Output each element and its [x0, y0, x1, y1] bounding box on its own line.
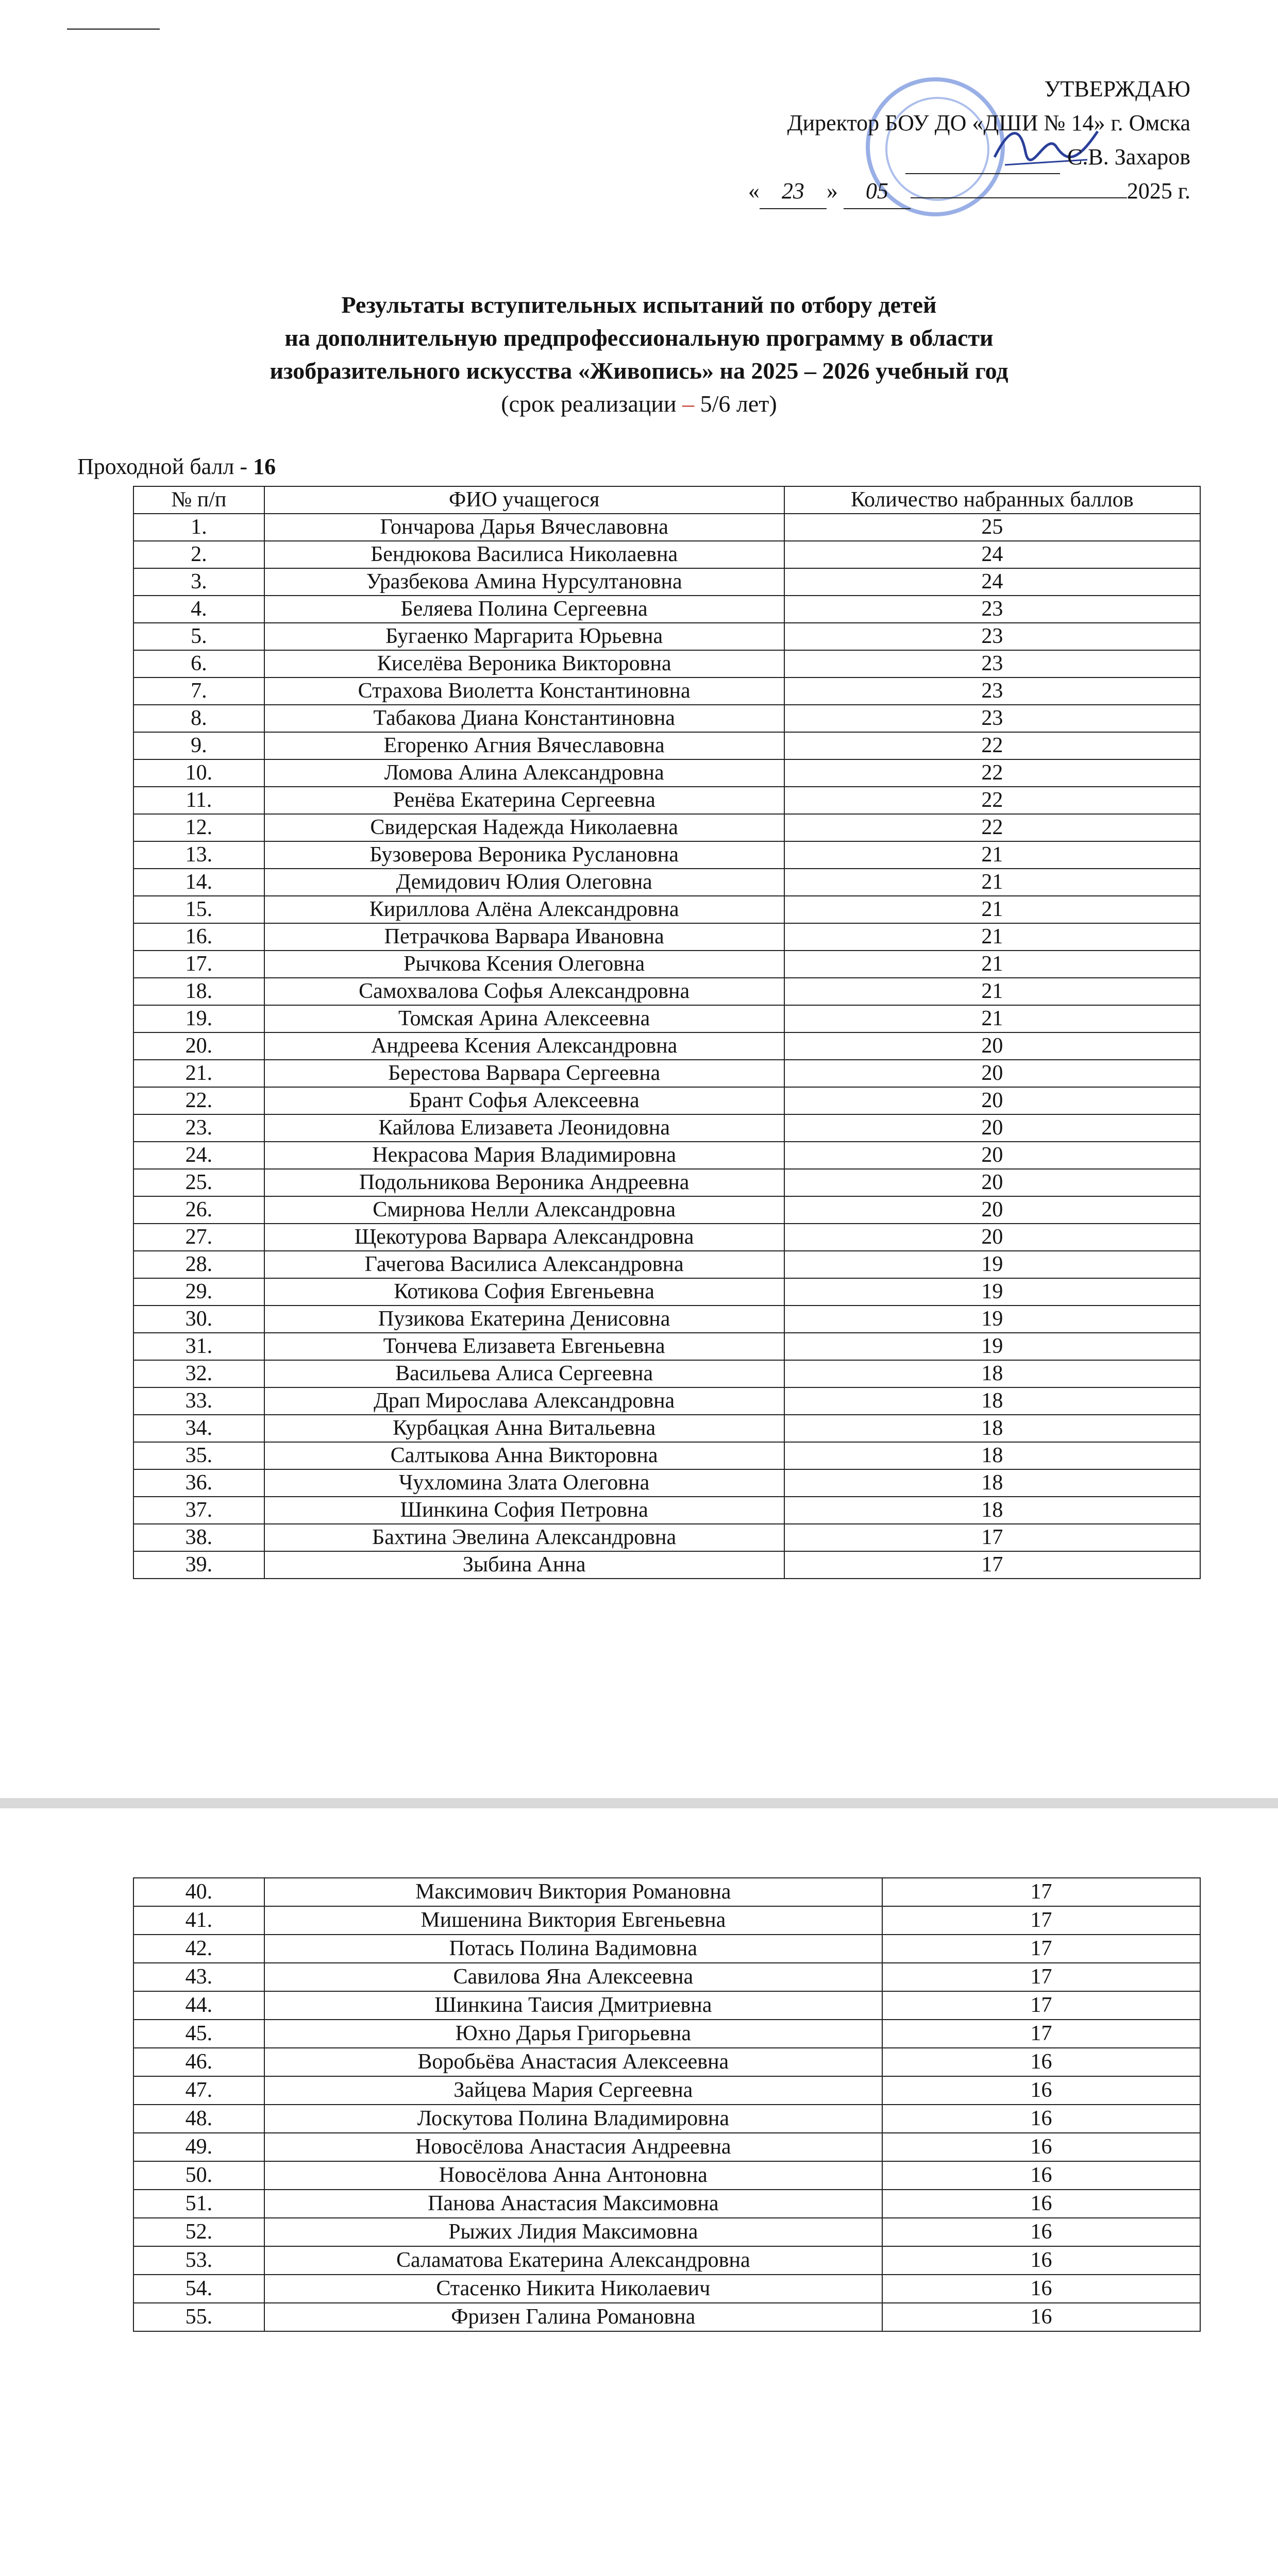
- row-number: 13.: [133, 841, 264, 869]
- row-name: Максимович Виктория Романовна: [264, 1878, 882, 1906]
- table-row: [133, 2105, 1200, 2133]
- row-number: 38.: [133, 1524, 264, 1551]
- row-score: 23: [784, 596, 1200, 623]
- table-row: [133, 1032, 1200, 1060]
- row-name: Новосёлова Анастасия Андреевна: [264, 2133, 882, 2161]
- table-row: [133, 1333, 1200, 1360]
- table-row: [133, 1087, 1200, 1114]
- row-score: 21: [784, 951, 1200, 978]
- table-row: [133, 1005, 1200, 1032]
- row-score: 20: [784, 1060, 1200, 1087]
- row-name: Страхова Виолетта Константиновна: [264, 677, 784, 705]
- table-row: [133, 541, 1200, 568]
- row-score: 18: [784, 1360, 1200, 1387]
- table-row: [133, 1196, 1200, 1224]
- row-score: 20: [784, 1032, 1200, 1060]
- row-name: Котикова София Евгеньевна: [264, 1278, 784, 1306]
- row-name: Табакова Диана Константиновна: [264, 705, 784, 732]
- row-number: 8.: [133, 705, 264, 732]
- row-name: Подольникова Вероника Андреевна: [264, 1169, 784, 1196]
- table-row: [133, 1169, 1200, 1196]
- table-row: [133, 2303, 1200, 2331]
- row-score: 24: [784, 568, 1200, 596]
- section1-table-body: [133, 514, 1200, 1579]
- table-row: [133, 650, 1200, 677]
- row-number: 2.: [133, 541, 264, 568]
- row-number: 10.: [133, 759, 264, 787]
- row-score: 18: [784, 1442, 1200, 1469]
- row-name: Кайлова Елизавета Леонидовна: [264, 1114, 784, 1142]
- row-name: Уразбекова Амина Нурсултановна: [264, 568, 784, 596]
- row-score: 17: [882, 1991, 1200, 2020]
- row-number: 7.: [133, 677, 264, 705]
- row-name: Гончарова Дарья Вячеславовна: [264, 514, 784, 541]
- col-name: ФИО учащегося: [264, 486, 784, 514]
- row-name: Фризен Галина Романовна: [264, 2303, 882, 2331]
- row-score: 19: [784, 1333, 1200, 1360]
- table-row: [133, 1906, 1200, 1935]
- row-name: Рычкова Ксения Олеговна: [264, 951, 784, 978]
- table-row: [133, 1415, 1200, 1442]
- row-number: 55.: [133, 2303, 264, 2331]
- row-number: 9.: [133, 732, 264, 759]
- row-name: Брант Софья Алексеевна: [264, 1087, 784, 1114]
- row-name: Зайцева Мария Сергеевна: [264, 2076, 882, 2105]
- row-number: 47.: [133, 2076, 264, 2105]
- row-score: 20: [784, 1142, 1200, 1169]
- term-dash: –: [682, 391, 695, 417]
- row-name: Самохвалова Софья Александровна: [264, 978, 784, 1005]
- row-score: 18: [784, 1415, 1200, 1442]
- row-name: Егоренко Агния Вячеславовна: [264, 732, 784, 759]
- table-row: [133, 1469, 1200, 1497]
- table-row: [133, 2190, 1200, 2218]
- section1-heading-line3: изобразительного искусства «Живопись» на 2025 – 2026 учебный год: [270, 358, 1008, 384]
- row-name: Щекотурова Варвара Александровна: [264, 1224, 784, 1251]
- row-number: 21.: [133, 1060, 264, 1087]
- term-suffix: 5/6 лет): [694, 391, 777, 417]
- row-name: Салтыкова Анна Викторовна: [264, 1442, 784, 1469]
- row-number: 30.: [133, 1306, 264, 1333]
- table-row: [133, 2048, 1200, 2076]
- row-number: 46.: [133, 2048, 264, 2076]
- row-score: 19: [784, 1306, 1200, 1333]
- row-number: 54.: [133, 2275, 264, 2303]
- col-score: Количество набранных баллов: [784, 486, 1200, 514]
- date-day: 23: [760, 174, 827, 209]
- page-gap: [0, 1798, 1278, 1808]
- row-number: 37.: [133, 1497, 264, 1524]
- row-score: 19: [784, 1251, 1200, 1278]
- row-name: Ломова Алина Александровна: [264, 759, 784, 787]
- row-name: Пузикова Екатерина Денисовна: [264, 1306, 784, 1333]
- approval-signer: С.В. Захаров: [1067, 144, 1190, 170]
- table-row: [133, 1360, 1200, 1387]
- row-name: Андреева Ксения Александровна: [264, 1032, 784, 1060]
- row-score: 17: [784, 1524, 1200, 1551]
- row-score: 22: [784, 732, 1200, 759]
- table-row: [133, 2020, 1200, 2048]
- row-score: 17: [882, 1906, 1200, 1935]
- row-number: 25.: [133, 1169, 264, 1196]
- row-name: Свидерская Надежда Николаевна: [264, 814, 784, 841]
- row-name: Кириллова Алёна Александровна: [264, 896, 784, 923]
- approval-block: [572, 72, 1190, 209]
- table-row: [133, 568, 1200, 596]
- row-name: Бугаенко Маргарита Юрьевна: [264, 623, 784, 650]
- table-row: [133, 1224, 1200, 1251]
- row-number: 52.: [133, 2218, 264, 2246]
- table-row: [133, 759, 1200, 787]
- row-number: 1.: [133, 514, 264, 541]
- row-name: Смирнова Нелли Александровна: [264, 1196, 784, 1224]
- row-score: 20: [784, 1224, 1200, 1251]
- table-row: [133, 1060, 1200, 1087]
- row-name: Курбацкая Анна Витальевна: [264, 1415, 784, 1442]
- table-row: [133, 1278, 1200, 1306]
- pass-label: Проходной балл -: [77, 454, 254, 479]
- row-score: 20: [784, 1169, 1200, 1196]
- row-score: 17: [882, 1878, 1200, 1906]
- row-name: Тончева Елизавета Евгеньевна: [264, 1333, 784, 1360]
- row-name: Саламатова Екатерина Александровна: [264, 2246, 882, 2275]
- table-row: [133, 514, 1200, 541]
- row-number: 29.: [133, 1278, 264, 1306]
- col-number: № п/п: [133, 486, 264, 514]
- row-number: 49.: [133, 2133, 264, 2161]
- row-number: 28.: [133, 1251, 264, 1278]
- row-name: Потась Полина Вадимовна: [264, 1935, 882, 1963]
- section1-table-continued: [133, 1877, 1201, 2332]
- table-row: [133, 705, 1200, 732]
- row-name: Савилова Яна Алексеевна: [264, 1963, 882, 1991]
- row-number: 11.: [133, 787, 264, 814]
- row-score: 21: [784, 1005, 1200, 1032]
- row-number: 3.: [133, 568, 264, 596]
- pass-value: 16: [253, 454, 276, 479]
- row-score: 24: [784, 541, 1200, 568]
- section1-table: [133, 486, 1201, 1579]
- row-score: 22: [784, 787, 1200, 814]
- row-number: 26.: [133, 1196, 264, 1224]
- table-row: [133, 1387, 1200, 1415]
- approval-position: Директор БОУ ДО «ДШИ № 14» г. Омска: [787, 110, 1190, 135]
- row-score: 21: [784, 841, 1200, 869]
- table-row: [133, 1251, 1200, 1278]
- section1-heading-line2: на дополнительную предпрофессиональную программу в области: [284, 325, 994, 351]
- row-number: 18.: [133, 978, 264, 1005]
- row-score: 17: [882, 1935, 1200, 1963]
- row-number: 42.: [133, 1935, 264, 1963]
- row-number: 14.: [133, 869, 264, 896]
- table-row: [133, 2161, 1200, 2190]
- table-row: [133, 677, 1200, 705]
- row-number: 53.: [133, 2246, 264, 2275]
- table-row: [133, 623, 1200, 650]
- row-number: 43.: [133, 1963, 264, 1991]
- row-score: 23: [784, 650, 1200, 677]
- row-name: Шинкина Таисия Дмитриевна: [264, 1991, 882, 2020]
- row-number: 17.: [133, 951, 264, 978]
- row-number: 22.: [133, 1087, 264, 1114]
- row-number: 44.: [133, 1991, 264, 2020]
- table-row: [133, 1524, 1200, 1551]
- row-number: 20.: [133, 1032, 264, 1060]
- row-score: 23: [784, 623, 1200, 650]
- row-score: 21: [784, 896, 1200, 923]
- row-score: 21: [784, 978, 1200, 1005]
- section1-pass-score: [77, 453, 276, 480]
- table-row: [133, 814, 1200, 841]
- term-prefix: (срок реализации: [501, 391, 683, 417]
- scan-mark: [67, 28, 160, 30]
- table-row: [133, 923, 1200, 951]
- table-row: [133, 1551, 1200, 1579]
- table-row: [133, 2218, 1200, 2246]
- table-row: [133, 1991, 1200, 2020]
- section1-term: [0, 387, 1278, 420]
- row-number: 6.: [133, 650, 264, 677]
- date-year: 2025 г.: [1126, 178, 1190, 204]
- row-score: 16: [882, 2105, 1200, 2133]
- table-header: [133, 486, 1200, 514]
- row-score: 23: [784, 677, 1200, 705]
- row-name: Мишенина Виктория Евгеньевна: [264, 1906, 882, 1935]
- table-row: [133, 787, 1200, 814]
- approval-title: УТВЕРЖДАЮ: [1044, 76, 1190, 101]
- section1-table-continued-body: [133, 1878, 1200, 2331]
- table-row: [133, 2133, 1200, 2161]
- date-blank: [911, 197, 1127, 198]
- date-quote-close: »: [826, 178, 838, 204]
- signature-line: [905, 150, 1060, 174]
- row-score: 21: [784, 923, 1200, 951]
- section1-heading-line1: Результаты вступительных испытаний по отбору детей: [341, 292, 937, 318]
- table-row: [133, 1963, 1200, 1991]
- row-score: 16: [882, 2218, 1200, 2246]
- row-number: 33.: [133, 1387, 264, 1415]
- table-row: [133, 896, 1200, 923]
- row-number: 35.: [133, 1442, 264, 1469]
- row-score: 20: [784, 1196, 1200, 1224]
- row-score: 17: [882, 1963, 1200, 1991]
- row-score: 25: [784, 514, 1200, 541]
- row-number: 51.: [133, 2190, 264, 2218]
- row-number: 12.: [133, 814, 264, 841]
- row-name: Некрасова Мария Владимировна: [264, 1142, 784, 1169]
- row-score: 21: [784, 869, 1200, 896]
- table-row: [133, 978, 1200, 1005]
- table-row: [133, 841, 1200, 869]
- row-number: 19.: [133, 1005, 264, 1032]
- row-name: Петрачкова Варвара Ивановна: [264, 923, 784, 951]
- row-score: 18: [784, 1469, 1200, 1497]
- row-score: 20: [784, 1114, 1200, 1142]
- row-name: Шинкина София Петровна: [264, 1497, 784, 1524]
- row-number: 27.: [133, 1224, 264, 1251]
- row-name: Воробьёва Анастасия Алексеевна: [264, 2048, 882, 2076]
- row-number: 40.: [133, 1878, 264, 1906]
- table-row: [133, 1114, 1200, 1142]
- table-row: [133, 1497, 1200, 1524]
- row-name: Стасенко Никита Николаевич: [264, 2275, 882, 2303]
- row-name: Лоскутова Полина Владимировна: [264, 2105, 882, 2133]
- row-number: 32.: [133, 1360, 264, 1387]
- date-month: 05: [844, 174, 911, 209]
- row-name: Томская Арина Алексеевна: [264, 1005, 784, 1032]
- table-row: [133, 1935, 1200, 1963]
- row-name: Бендюкова Василиса Николаевна: [264, 541, 784, 568]
- row-score: 17: [784, 1551, 1200, 1579]
- document-page-2: [0, 1808, 1278, 2576]
- row-score: 16: [882, 2303, 1200, 2331]
- row-name: Демидович Юлия Олеговна: [264, 869, 784, 896]
- approval-date: [572, 174, 1190, 209]
- row-number: 36.: [133, 1469, 264, 1497]
- table-row: [133, 869, 1200, 896]
- row-number: 50.: [133, 2161, 264, 2190]
- row-name: Зыбина Анна: [264, 1551, 784, 1579]
- row-number: 39.: [133, 1551, 264, 1579]
- row-score: 17: [882, 2020, 1200, 2048]
- row-name: Драп Мирослава Александровна: [264, 1387, 784, 1415]
- row-name: Новосёлова Анна Антоновна: [264, 2161, 882, 2190]
- table-row: [133, 951, 1200, 978]
- row-name: Гачегова Василиса Александровна: [264, 1251, 784, 1278]
- row-score: 18: [784, 1387, 1200, 1415]
- row-score: 16: [882, 2275, 1200, 2303]
- table-row: [133, 1442, 1200, 1469]
- row-number: 34.: [133, 1415, 264, 1442]
- row-score: 18: [784, 1497, 1200, 1524]
- row-number: 41.: [133, 1906, 264, 1935]
- row-name: Ренёва Екатерина Сергеевна: [264, 787, 784, 814]
- row-score: 23: [784, 705, 1200, 732]
- row-number: 4.: [133, 596, 264, 623]
- row-score: 16: [882, 2161, 1200, 2190]
- row-number: 5.: [133, 623, 264, 650]
- row-number: 23.: [133, 1114, 264, 1142]
- row-name: Юхно Дарья Григорьевна: [264, 2020, 882, 2048]
- row-score: 22: [784, 814, 1200, 841]
- row-score: 19: [784, 1278, 1200, 1306]
- table-row: [133, 1306, 1200, 1333]
- row-name: Бузоверова Вероника Руслановна: [264, 841, 784, 869]
- row-name: Панова Анастасия Максимовна: [264, 2190, 882, 2218]
- table-row: [133, 2246, 1200, 2275]
- row-number: 45.: [133, 2020, 264, 2048]
- row-score: 20: [784, 1087, 1200, 1114]
- row-name: Бахтина Эвелина Александровна: [264, 1524, 784, 1551]
- table-row: [133, 596, 1200, 623]
- row-name: Киселёва Вероника Викторовна: [264, 650, 784, 677]
- row-number: 48.: [133, 2105, 264, 2133]
- table-row: [133, 2275, 1200, 2303]
- table-row: [133, 1142, 1200, 1169]
- table-row: [133, 1878, 1200, 1906]
- row-score: 16: [882, 2246, 1200, 2275]
- row-score: 16: [882, 2076, 1200, 2105]
- row-name: Васильева Алиса Сергеевна: [264, 1360, 784, 1387]
- row-number: 24.: [133, 1142, 264, 1169]
- row-number: 15.: [133, 896, 264, 923]
- table-row: [133, 2076, 1200, 2105]
- approval-signer-line: [572, 140, 1190, 174]
- row-name: Чухломина Злата Олеговна: [264, 1469, 784, 1497]
- table-row: [133, 732, 1200, 759]
- row-number: 16.: [133, 923, 264, 951]
- section1-heading: [0, 289, 1278, 420]
- row-score: 22: [784, 759, 1200, 787]
- row-name: Беляева Полина Сергеевна: [264, 596, 784, 623]
- row-name: Берестова Варвара Сергеевна: [264, 1060, 784, 1087]
- row-name: Рыжих Лидия Максимовна: [264, 2218, 882, 2246]
- row-score: 16: [882, 2133, 1200, 2161]
- row-score: 16: [882, 2048, 1200, 2076]
- row-number: 31.: [133, 1333, 264, 1360]
- row-score: 16: [882, 2190, 1200, 2218]
- date-quote-open: «: [748, 178, 760, 204]
